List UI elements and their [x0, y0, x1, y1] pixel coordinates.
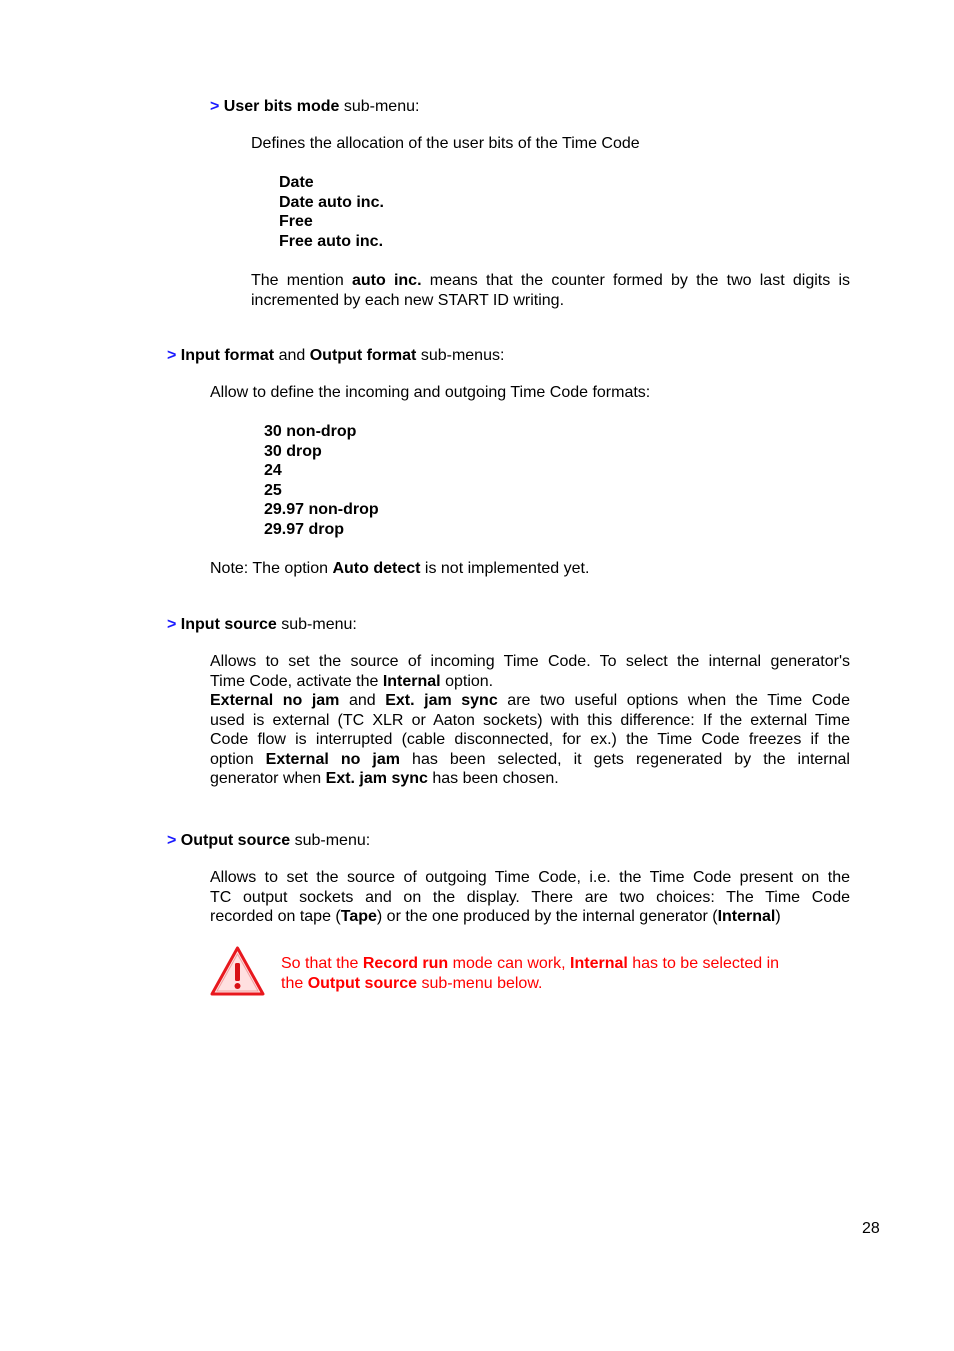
list-item: 25 — [264, 481, 282, 499]
list-item: Date auto inc. — [279, 193, 384, 211]
warning-icon — [209, 945, 266, 997]
list-item: 30 drop — [264, 442, 322, 460]
list-item: 24 — [264, 462, 282, 479]
list-item: Free — [279, 213, 313, 230]
arrow-marker: > — [167, 347, 177, 364]
page-number: 28 — [862, 1220, 880, 1237]
user-bits-options — [279, 173, 384, 251]
user-bits-intro: Defines the allocation of the user bits of the Time Code — [251, 135, 640, 152]
format-intro: Allow to define the incoming and outgoing Time Code formats: — [210, 384, 651, 401]
warning-text: So that the Record run mode can work, Internal has to be selected in the Output source sub-menu below. — [281, 955, 780, 992]
list-item: 29.97 non-drop — [264, 501, 379, 518]
input-source-heading: > Input source sub-menu: — [167, 616, 357, 633]
list-item: Free auto inc. — [279, 232, 384, 250]
output-source-body: Allows to set the source of outgoing Time Code, i.e. the Time Code present on the TC output sockets and on the display. There are two choices: The Time Code recorded on tape (Tape) or the one produced by the internal generator (Internal) — [210, 869, 850, 925]
user-bits-note: The mention auto inc. means that the counter formed by the two last digits is incremented by each new START ID writing. — [251, 272, 851, 309]
arrow-marker: > — [167, 616, 177, 633]
list-item: Date — [279, 174, 314, 191]
format-note: Note: The option Auto detect is not implemented yet. — [210, 560, 590, 577]
format-heading: > Input format and Output format sub-menus: — [167, 347, 505, 364]
format-options — [264, 422, 379, 539]
output-source-heading: > Output source sub-menu: — [167, 832, 371, 849]
arrow-marker: > — [167, 832, 177, 849]
user-bits-heading: > User bits mode sub-menu: — [210, 98, 420, 115]
list-item: 30 non-drop — [264, 423, 357, 440]
list-item: 29.97 drop — [264, 520, 345, 538]
arrow-marker: > — [210, 98, 220, 115]
input-source-body: Allows to set the source of incoming Time Code. To select the internal generator's Time Code, activate the Internal option. External no jam and Ext. jam sync are two useful options when the Time Code used is external (TC XLR or Aaton sockets) with this difference: If the external Time Code flow is interrupted (cable disconnected, for ex.) the Time Code freezes if the option External no jam has been selected, it gets regenerated by the internal generator when Ext. jam sync has been chosen. — [210, 653, 850, 787]
